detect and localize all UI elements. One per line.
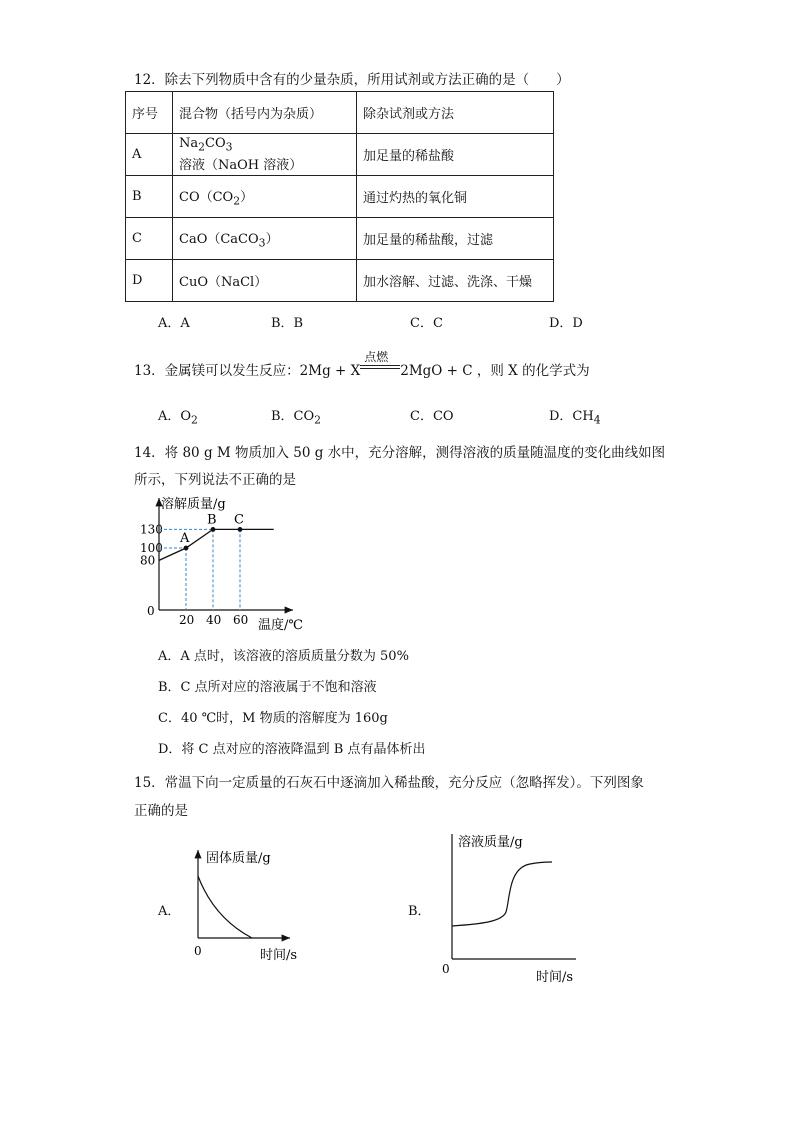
row-method: 加水溶解、过滤、洗涤、干燥 (357, 260, 554, 302)
q13-option-b[interactable]: B．$CO_2$ (271, 409, 322, 427)
row-method: 通过灼热的氧化铜 (357, 176, 554, 218)
row-mixture: $Na_2CO_3$ 溶液（NaOH 溶液） (173, 134, 357, 176)
header-cell-id: 序号 (126, 92, 173, 134)
q12-option-d[interactable]: D．D (549, 316, 583, 331)
row-id: C (126, 218, 173, 260)
row-method: 加足量的稀盐酸，过滤 (357, 218, 554, 260)
q13-stem-pre: 13．金属镁可以发生反应：2Mg + X (134, 363, 361, 379)
table-row (126, 176, 554, 218)
q15-stem-line1: 15．常温下向一定质量的石灰石中逐滴加入稀盐酸，充分反应（忽略挥发）。下列图象 (134, 775, 644, 791)
q14-solubility-chart (138, 490, 338, 640)
row-id: A (126, 134, 173, 176)
q15-graph-a[interactable] (186, 842, 316, 962)
row-id: B (126, 176, 173, 218)
origin-label: 0 (194, 944, 202, 958)
origin-label: 0 (147, 604, 155, 618)
header-cell-method: 除杂试剂或方法 (357, 92, 554, 134)
row-id: D (126, 260, 173, 302)
data-series-line (159, 529, 274, 560)
y-tick-label: 80 (140, 553, 156, 568)
x-axis-label: 温度/℃ (258, 618, 303, 633)
header-cell-mixture: 混合物（括号内为杂质） (173, 92, 357, 134)
data-point (211, 527, 216, 532)
y-axis-label: 溶液质量/g (458, 835, 523, 850)
point-label: C (234, 512, 244, 528)
row-method: 加足量的稀盐酸 (357, 134, 554, 176)
q12-option-c[interactable]: C．C (410, 316, 443, 331)
q15-stem-line2: 正确的是 (134, 803, 188, 819)
q12-table (125, 91, 554, 302)
q13-option-c[interactable]: C．CO (410, 409, 454, 424)
data-point (238, 527, 243, 532)
x-tick-label: 60 (233, 613, 249, 627)
x-tick-label: 40 (206, 613, 222, 627)
q14-option-d[interactable]: D．将 C 点对应的溶液降温到 B 点有晶体析出 (158, 742, 426, 757)
q14-option-b[interactable]: B．C 点所对应的溶液属于不饱和溶液 (158, 680, 377, 695)
row-mixture: CaO（CaCO$_3$） (173, 218, 357, 260)
q12-option-b[interactable]: B．B (271, 316, 304, 331)
origin-label: 0 (442, 962, 450, 976)
table-header-row (126, 92, 554, 134)
q14-stem-line1: 14．将 80 g M 物质加入 50 g 水中，充分溶解，测得溶液的质量随温度的变化曲线如图 (134, 445, 666, 461)
table-row (126, 134, 554, 176)
data-point (184, 546, 189, 551)
row-mixture: CuO（NaCl） (173, 260, 357, 302)
point-label: A (180, 531, 190, 546)
y-axis-label: 固体质量/g (206, 851, 271, 866)
table-row (126, 218, 554, 260)
q13-option-d[interactable]: D．$CH_4$ (549, 409, 601, 427)
y-tick-label: 100 (140, 541, 163, 555)
x-tick-label: 20 (179, 613, 195, 627)
q12-option-a[interactable]: A．A (158, 316, 190, 331)
q13-option-a[interactable]: A．$O_2$ (158, 409, 198, 427)
q14-stem-line2: 所示，下列说法不正确的是 (134, 472, 296, 488)
q14-option-c[interactable]: C．40 ℃时，M 物质的溶解度为 160g (158, 711, 388, 726)
q14-option-a[interactable]: A．A 点时，该溶液的溶质质量分数为 50% (158, 649, 409, 664)
table-row (126, 260, 554, 302)
curve-decreasing (198, 876, 252, 938)
q15-graph-b[interactable] (440, 828, 590, 988)
x-axis-label: 时间/s (260, 948, 298, 962)
q15-option-a-label[interactable]: A． (158, 904, 181, 919)
row-mixture: $CO(CO_2)$ (173, 176, 357, 218)
curve-rising (452, 862, 552, 926)
reaction-arrow (360, 350, 400, 375)
q13-stem-post: 2MgO + C ，则 X 的化学式为 (400, 363, 590, 379)
reaction-condition: 点燃 (364, 350, 389, 364)
q13-stem (134, 350, 590, 379)
y-axis-label: 溶解质量/g (161, 497, 226, 512)
y-tick-label: 130 (140, 522, 163, 537)
q12-stem: 12．除去下列物质中含有的少量杂质，所用试剂或方法正确的是（ ） (134, 72, 570, 88)
q15-option-b-label[interactable]: B． (408, 904, 431, 919)
x-axis-label: 时间/s (536, 970, 574, 985)
point-label: B (207, 512, 217, 528)
